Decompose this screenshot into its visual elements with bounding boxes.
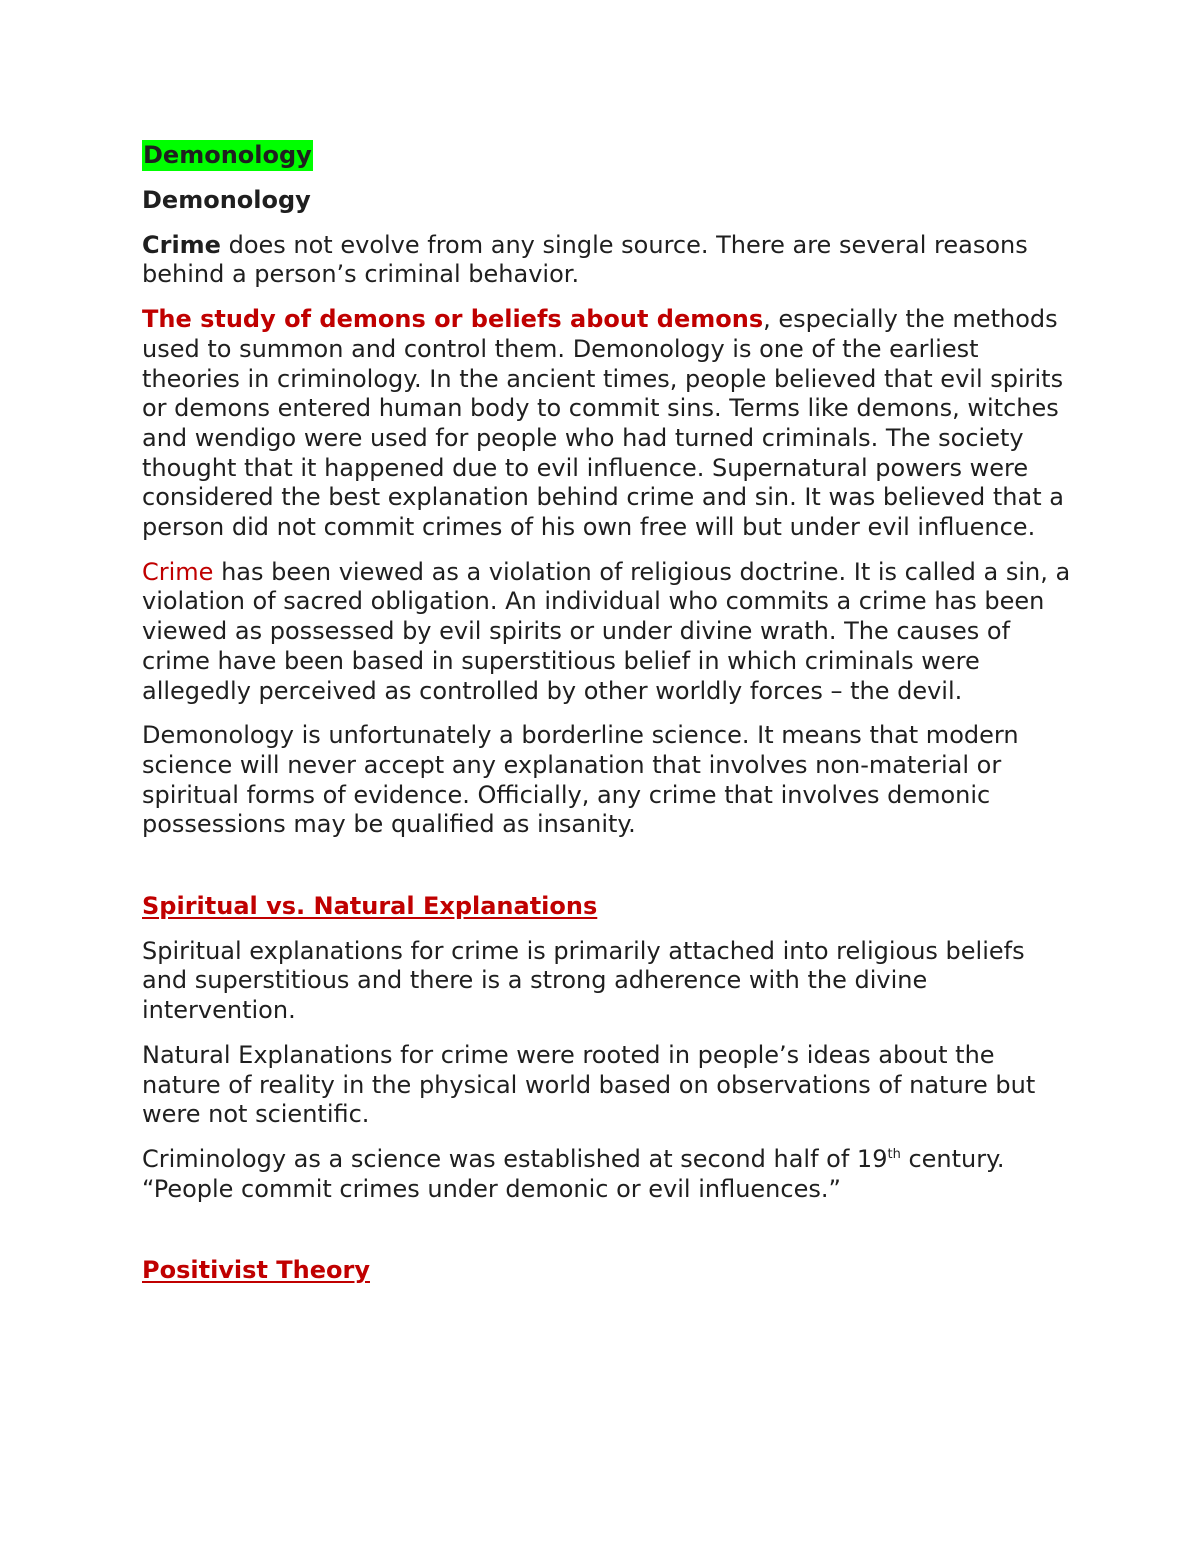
title-paragraph: [142, 140, 1072, 171]
quote-text: “People commit crimes under demonic or evil influences.”: [142, 1174, 841, 1203]
spiritual-natural-heading: Spiritual vs. Natural Explanations: [142, 892, 598, 921]
science-text-end: century.: [900, 1144, 1005, 1173]
religious-text: has been viewed as a violation of religious doctrine. It is called a sin, a violation of sacred obligation. An individual who commits a crime has been viewed as possessed by evil spirits or under divine wrath. The causes of crime have been based in superstitious belief in which criminals were allegedly perceived as controlled by other worldly forces – the devil.: [142, 557, 1071, 705]
science-text: Criminology as a science was established at second half of 19: [142, 1144, 888, 1173]
section-heading-positivist: [142, 1256, 1072, 1286]
definition-lead: The study of demons or beliefs about demons: [142, 305, 764, 334]
intro-paragraph: [142, 231, 1072, 290]
document-body: [142, 140, 1072, 1301]
science-paragraph: [142, 1145, 1072, 1204]
intro-lead: Crime: [142, 230, 221, 259]
borderline-paragraph: Demonology is unfortunately a borderline science. It means that modern science will never accept any explanation that involves non-material or spiritual forms of evidence. Officially, any crime that involves demonic possessions may be qualified as insanity.: [142, 721, 1019, 839]
section-heading-spiritual-natural: [142, 892, 1072, 922]
highlighted-title: Demonology: [143, 141, 312, 169]
positivist-heading: Positivist Theory: [142, 1256, 370, 1285]
intro-text: does not evolve from any single source. There are several reasons behind a person’s criminal behavior.: [142, 230, 1028, 289]
ordinal-suffix: th: [887, 1146, 901, 1162]
spiritual-paragraph: Spiritual explanations for crime is primarily attached into religious beliefs and superstitious and there is a strong adherence with the divine intervention.: [142, 936, 1025, 1025]
religious-paragraph: [142, 558, 1072, 707]
subtitle: Demonology: [142, 186, 311, 214]
definition-text: , especially the methods used to summon and control them. Demonology is one of the earliest theories in criminology. In the ancient times, people believed that evil spirits or demons entered human body to commit sins. Terms like demons, witches and wendigo were used for people who had turned criminals. The society thought that it happened due to evil influence. Supernatural powers were considered the best explanation behind crime and sin. It was believed that a person did not commit crimes of his own free will but under evil influence.: [142, 305, 1064, 542]
natural-paragraph: Natural Explanations for crime were rooted in people’s ideas about the nature of reality in the physical world based on observations of nature but were not scientific.: [142, 1040, 1036, 1129]
definition-paragraph: [142, 305, 1072, 543]
religious-lead: Crime: [142, 557, 214, 586]
